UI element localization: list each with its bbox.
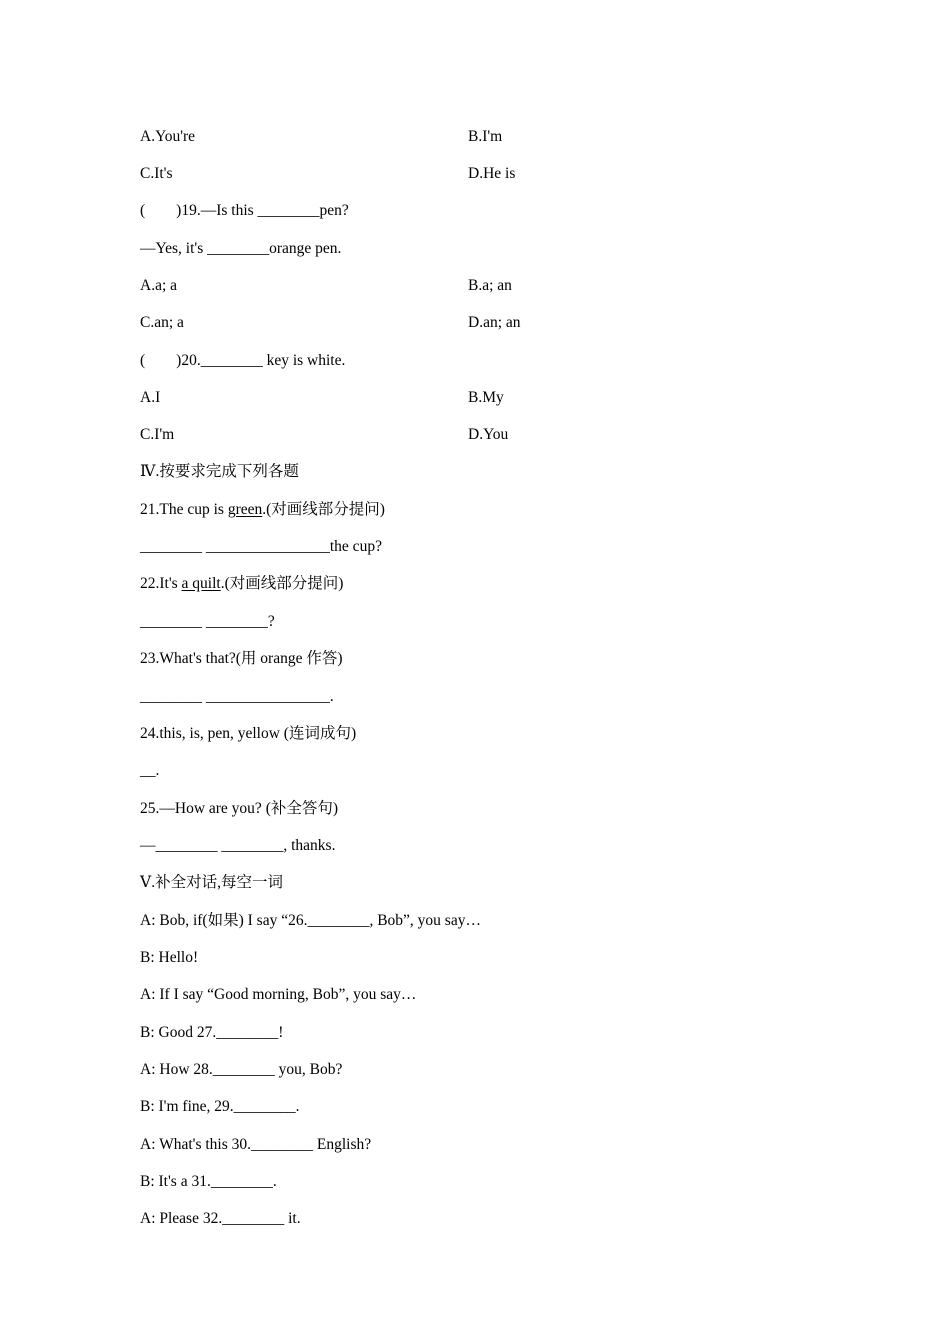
q18-option-c: C.It's	[140, 165, 173, 182]
q22-prompt	[140, 573, 343, 595]
q19-option-a: A.a; a	[140, 277, 178, 294]
q20-option-b: B.My	[468, 389, 504, 406]
q22-underlined: a quilt	[181, 575, 221, 592]
dialogue-line: B: It's a 31.________.	[140, 1173, 277, 1190]
dialogue-line: B: I'm fine, 29.________.	[140, 1098, 300, 1115]
q19-option-b: B.a; an	[468, 277, 512, 294]
q22-answer: ________ ________?	[140, 613, 275, 630]
q24-prompt: 24.this, is, pen, yellow (连词成句)	[140, 725, 357, 742]
q18-option-a: A.You're	[140, 128, 196, 145]
q23-prompt: 23.What's that?(用 orange 作答)	[140, 650, 343, 667]
dialogue-line: B: Good 27.________!	[140, 1024, 284, 1041]
section4-heading: Ⅳ.按要求完成下列各题	[140, 463, 299, 480]
q25-prompt: 25.—How are you? (补全答句)	[140, 800, 339, 817]
section5-heading: Ⅴ.补全对话,每空一词	[140, 874, 283, 891]
q21-underlined: green	[227, 501, 263, 518]
q19-option-d: D.an; an	[468, 314, 521, 331]
q20-option-d: D.You	[468, 426, 509, 443]
q20-option-c: C.I'm	[140, 426, 175, 443]
dialogue-line: B: Hello!	[140, 949, 199, 966]
q21-answer: ________ ________________the cup?	[140, 538, 382, 555]
dialogue-line: A: If I say “Good morning, Bob”, you say…	[140, 986, 417, 1003]
q23-answer: ________ ________________.	[140, 688, 334, 705]
q18-option-d: D.He is	[468, 165, 516, 182]
dialogue-line: A: What's this 30.________ English?	[140, 1136, 372, 1153]
q24-answer: __.	[140, 762, 160, 779]
q22-pre: 22.It's	[140, 575, 182, 592]
q20-option-a: A.I	[140, 389, 161, 406]
q21-prompt	[140, 499, 385, 521]
q20-stem: ( )20.________ key is white.	[140, 352, 346, 369]
q19-stem: ( )19.—Is this ________pen?	[140, 202, 349, 219]
q25-answer: —________ ________, thanks.	[140, 837, 336, 854]
dialogue-line: A: Bob, if(如果) I say “26.________, Bob”, you say…	[140, 912, 481, 929]
q22-post: .(对画线部分提问)	[220, 575, 344, 592]
q19-reply: —Yes, it's ________orange pen.	[140, 240, 342, 257]
q18-option-b: B.I'm	[468, 128, 503, 145]
q21-post: .(对画线部分提问)	[262, 501, 385, 518]
dialogue-line: A: Please 32.________ it.	[140, 1210, 301, 1227]
q19-option-c: C.an; a	[140, 314, 184, 331]
q21-pre: 21.The cup is	[140, 501, 228, 518]
dialogue-line: A: How 28.________ you, Bob?	[140, 1061, 343, 1078]
